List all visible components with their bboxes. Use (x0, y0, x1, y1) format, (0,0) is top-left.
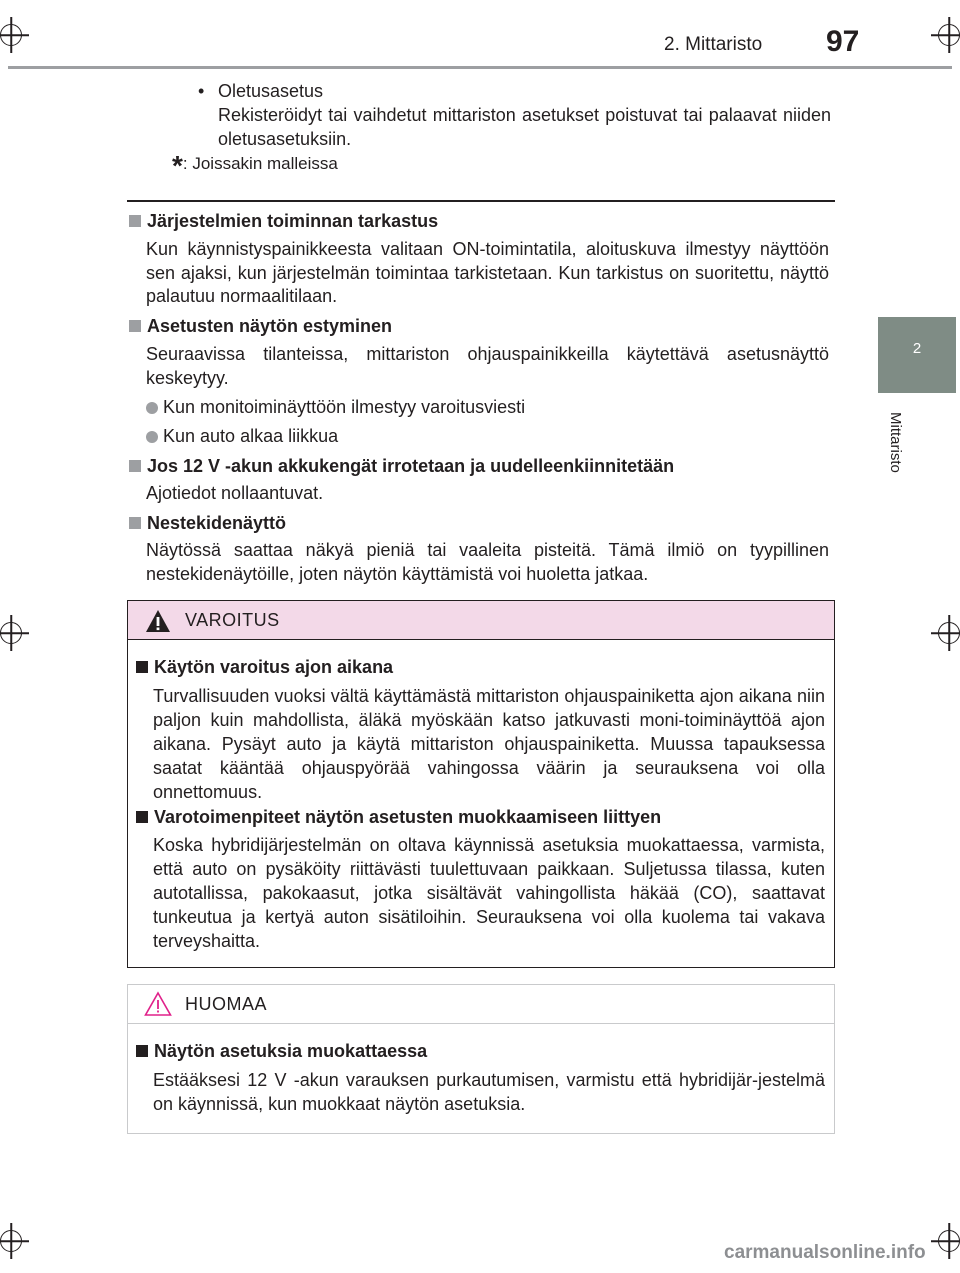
section-divider (127, 200, 835, 202)
warning-triangle-icon (145, 609, 171, 633)
intro-bullet-title: Oletusasetus (218, 81, 324, 101)
square-bullet-icon (136, 661, 148, 673)
section-heading: Järjestelmien toiminnan tarkastus (129, 211, 438, 232)
dot-bullet-icon (146, 431, 158, 443)
square-bullet-icon (129, 517, 141, 529)
note-title: HUOMAA (185, 994, 268, 1014)
intro-bullet-text: Rekisteröidyt tai vaihdetut mittariston asetukset poistuvat tai palaavat niiden oletusasetuksiin. (218, 105, 831, 149)
caution-triangle-icon (144, 991, 172, 1017)
registration-mark-bottom-right (938, 1230, 960, 1252)
section-body: Ajotiedot nollaantuvat. (146, 483, 324, 503)
registration-mark-mid-left (0, 622, 22, 644)
chapter-label: Mittaristo (887, 412, 904, 473)
warning-item-heading: Käytön varoitus ajon aikana (136, 657, 393, 678)
watermark[interactable]: carmanualsonline.info (724, 1242, 926, 1263)
note-item-body: Estääksesi 12 V -akun varauksen purkautumisen, varmistu että hybridijär-jestelmä on käynnissä, kun muokkaat näytön asetuksia. (153, 1070, 825, 1114)
intro-bullet: • (198, 81, 205, 101)
warning-title: VAROITUS (185, 610, 280, 630)
header-rule (8, 66, 952, 69)
warning-item-heading: Varotoimenpiteet näytön asetusten muokkaamiseen liittyen (136, 807, 661, 828)
square-bullet-icon (129, 215, 141, 227)
registration-mark-top-left (0, 24, 22, 46)
chapter-tab[interactable] (878, 317, 956, 393)
section-body: Näytössä saattaa näkyä pieniä tai vaaleita pisteitä. Tämä ilmiö on tyypillinen nestekidenäytöille, joten näytön käyttämistä voi huoletta jatkaa. (146, 540, 829, 584)
square-bullet-icon (129, 460, 141, 472)
registration-mark-bottom-left (0, 1230, 22, 1252)
dot-bullet-icon (146, 402, 158, 414)
page-number: 97 (826, 25, 860, 58)
square-bullet-icon (129, 320, 141, 332)
warning-header (128, 601, 834, 640)
section-body: Seuraavissa tilanteissa, mittariston ohjauspainikkeilla käytettävä asetusnäyttö keskeytyy. (146, 344, 829, 388)
square-bullet-icon (136, 811, 148, 823)
chapter-number: 2 (912, 340, 922, 357)
square-bullet-icon (136, 1045, 148, 1057)
note-item-heading: Näytön asetuksia muokattaessa (136, 1041, 427, 1062)
warning-box (127, 600, 835, 968)
warning-item-body: Turvallisuuden vuoksi vältä käyttämästä mittariston ohjauspainiketta ajon aikana niin paljon kuin mahdollista, äläkä myöskään katso jatkuvasti moni-toiminäyttöä ajon aikana. Pysäyt auto ja käytä mittariston ohjauspainiketta. Muussa tapauksessa saatat kääntää ohjauspyörää vahingossa väärin ja seurauksena voi olla onnettomuus. (153, 686, 825, 802)
section-body: Kun käynnistyspainikkeesta valitaan ON-toimintatila, aloituskuva ilmestyy näyttöön sen ajaksi, kun järjestelmän toimintaa tarkistetaan. Kun tarkistus on suoritettu, näyttö palautuu normaalitilaan. (146, 239, 829, 306)
section-title: 2. Mittaristo (664, 34, 763, 55)
note-header (128, 985, 834, 1024)
section-heading: Asetusten näytön estyminen (129, 316, 392, 337)
section-heading: Jos 12 V -akun akkukengät irrotetaan ja uudelleenkiinnitetään (129, 456, 674, 477)
footnote: *: Joissakin malleissa (172, 150, 338, 181)
section-heading: Nestekidenäyttö (129, 513, 286, 534)
list-item: Kun monitoiminäyttöön ilmestyy varoitusviesti (146, 396, 525, 420)
note-box (127, 984, 835, 1134)
registration-mark-top-right (938, 24, 960, 46)
warning-item-body: Koska hybridijärjestelmän on oltava käynnissä asetuksia muokattaessa, varmista, että auto on pysäköity riittävästi tuulettuvaan paikkaan. Suljetussa tilassa, kuten autotallissa, pakokaasut, jotka sisältävät vahingollista häkää (CO), saattavat tunkeutua ja kertyä auton sisätiloihin. Seurauksena voi olla kuolema tai vakava terveyshaitta. (153, 835, 825, 951)
list-item: Kun auto alkaa liikkua (146, 425, 338, 449)
registration-mark-mid-right (938, 622, 960, 644)
